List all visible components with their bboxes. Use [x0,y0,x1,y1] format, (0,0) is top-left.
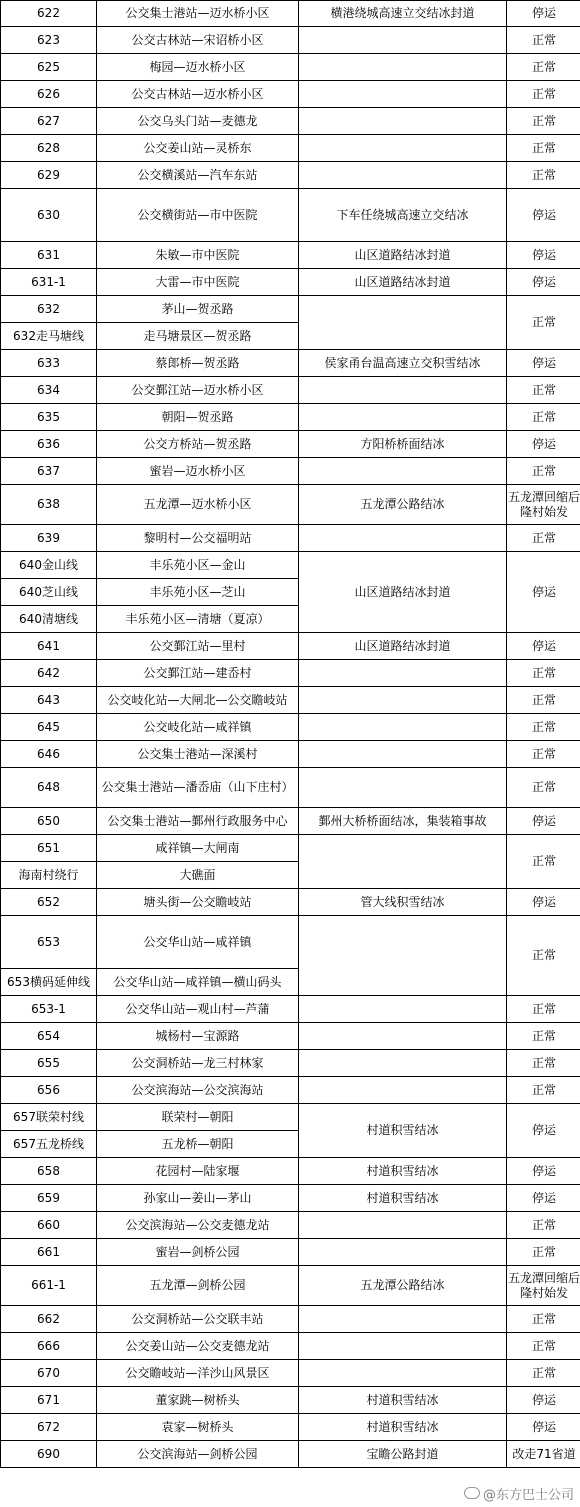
route-endpoints-cell: 公交古林站—迈水桥小区 [97,81,299,108]
route-number-cell: 655 [1,1050,97,1077]
route-number-cell: 662 [1,1306,97,1333]
road-condition-cell [299,835,507,889]
service-status-cell: 正常 [507,996,580,1023]
route-number-cell: 654 [1,1023,97,1050]
service-status-cell: 停运 [507,350,580,377]
route-endpoints-cell: 蜜岩—迈水桥小区 [97,458,299,485]
road-condition-cell [299,377,507,404]
route-endpoints-cell: 咸祥镇—大闸南 [97,835,299,862]
road-condition-cell [299,108,507,135]
route-number-cell: 653-1 [1,996,97,1023]
watermark [464,1484,574,1503]
road-condition-cell [299,996,507,1023]
table-row [1,552,580,579]
service-status-cell: 停运 [507,1104,580,1158]
route-endpoints-cell: 蔡郎桥—贺丞路 [97,350,299,377]
table-row [1,162,580,189]
route-endpoints-cell: 公交集士港站—深溪村 [97,741,299,768]
road-condition-cell [299,741,507,768]
route-number-cell: 636 [1,431,97,458]
road-condition-cell: 山区道路结冰封道 [299,633,507,660]
service-status-cell: 正常 [507,1239,580,1266]
route-number-cell: 670 [1,1360,97,1387]
route-number-cell: 660 [1,1212,97,1239]
route-number-cell: 625 [1,54,97,81]
route-number-cell: 652 [1,889,97,916]
service-status-cell: 五龙潭回缩后隆村始发 [507,1266,580,1306]
table-row [1,135,580,162]
road-condition-cell [299,458,507,485]
watermark-text: @东方巴士公司 [482,1488,574,1503]
service-status-cell: 正常 [507,1050,580,1077]
route-number-cell: 海南村绕行 [1,862,97,889]
service-status-cell: 改走71省道 [507,1441,580,1468]
table-body [1,1,580,1468]
road-condition-cell [299,1306,507,1333]
route-endpoints-cell: 公交横街站—市中医院 [97,189,299,242]
road-condition-cell: 横港绕城高速立交结冰封道 [299,1,507,27]
service-status-cell: 正常 [507,768,580,808]
route-number-cell: 659 [1,1185,97,1212]
table-row [1,808,580,835]
table-row [1,996,580,1023]
road-condition-cell [299,768,507,808]
route-number-cell: 641 [1,633,97,660]
service-status-cell: 正常 [507,81,580,108]
route-number-cell: 626 [1,81,97,108]
route-number-cell: 622 [1,1,97,27]
route-number-cell: 646 [1,741,97,768]
route-endpoints-cell: 大雷—市中医院 [97,269,299,296]
service-status-cell: 正常 [507,135,580,162]
service-status-cell: 正常 [507,27,580,54]
route-number-cell: 661 [1,1239,97,1266]
route-number-cell: 656 [1,1077,97,1104]
route-number-cell: 642 [1,660,97,687]
route-number-cell: 651 [1,835,97,862]
road-condition-cell [299,296,507,350]
route-number-cell: 690 [1,1441,97,1468]
road-condition-cell: 村道积雪结冰 [299,1104,507,1158]
table-row [1,916,580,969]
road-condition-cell [299,1212,507,1239]
table-row [1,485,580,525]
route-endpoints-cell: 袁家—树桥头 [97,1414,299,1441]
table-row [1,350,580,377]
route-endpoints-cell: 公交滨海站—公交麦德龙站 [97,1212,299,1239]
road-condition-cell: 村道积雪结冰 [299,1185,507,1212]
route-number-cell: 653 [1,916,97,969]
road-condition-cell [299,916,507,996]
table-row [1,458,580,485]
route-endpoints-cell: 公交姜山站—公交麦德龙站 [97,1333,299,1360]
road-condition-cell [299,1239,507,1266]
service-status-cell: 正常 [507,916,580,996]
road-condition-cell: 村道积雪结冰 [299,1414,507,1441]
road-condition-cell [299,714,507,741]
route-endpoints-cell: 公交集士港站—潘岙庙（山下庄村） [97,768,299,808]
route-endpoints-cell: 大礁面 [97,862,299,889]
route-endpoints-cell: 朝阳—贺丞路 [97,404,299,431]
service-status-cell: 正常 [507,687,580,714]
route-endpoints-cell: 公交姜山站—灵桥东 [97,135,299,162]
route-endpoints-cell: 公交华山站—咸祥镇—横山码头 [97,969,299,996]
route-number-cell: 635 [1,404,97,431]
route-number-cell: 657联荣村线 [1,1104,97,1131]
road-condition-cell [299,1333,507,1360]
route-endpoints-cell: 丰乐苑小区—金山 [97,552,299,579]
service-status-cell: 正常 [507,377,580,404]
route-number-cell: 632走马塘线 [1,323,97,350]
table-row [1,1158,580,1185]
route-endpoints-cell: 公交瞻岐站—洋沙山风景区 [97,1360,299,1387]
road-condition-cell: 管大线积雪结冰 [299,889,507,916]
table-row [1,27,580,54]
route-number-cell: 632 [1,296,97,323]
route-endpoints-cell: 公交古林站—宋诏桥小区 [97,27,299,54]
route-number-cell: 640清塘线 [1,606,97,633]
service-status-cell: 停运 [507,633,580,660]
route-endpoints-cell: 蜜岩—剑桥公园 [97,1239,299,1266]
service-status-cell: 正常 [507,458,580,485]
service-status-cell: 停运 [507,431,580,458]
table-row [1,1266,580,1306]
route-number-cell: 666 [1,1333,97,1360]
route-endpoints-cell: 联荣村—朝阳 [97,1104,299,1131]
table-row [1,242,580,269]
service-status-cell: 正常 [507,54,580,81]
route-number-cell: 634 [1,377,97,404]
route-endpoints-cell: 城杨村—宝源路 [97,1023,299,1050]
service-status-cell: 正常 [507,1360,580,1387]
route-endpoints-cell: 公交华山站—观山村—芦蒲 [97,996,299,1023]
table-row [1,1050,580,1077]
route-endpoints-cell: 丰乐苑小区—芝山 [97,579,299,606]
table-row [1,687,580,714]
table-row [1,660,580,687]
service-status-cell: 正常 [507,162,580,189]
route-endpoints-cell: 塘头街—公交瞻岐站 [97,889,299,916]
road-condition-cell [299,1077,507,1104]
service-status-cell: 停运 [507,1158,580,1185]
route-endpoints-cell: 孙家山—姜山—茅山 [97,1185,299,1212]
route-endpoints-cell: 公交华山站—咸祥镇 [97,916,299,969]
table-row [1,431,580,458]
weibo-icon [464,1487,480,1499]
route-number-cell: 658 [1,1158,97,1185]
table-row [1,1185,580,1212]
road-condition-cell [299,1023,507,1050]
route-number-cell: 633 [1,350,97,377]
road-condition-cell: 山区道路结冰封道 [299,269,507,296]
service-status-cell: 正常 [507,1023,580,1050]
route-number-cell: 640芝山线 [1,579,97,606]
road-condition-cell [299,81,507,108]
table-row [1,1023,580,1050]
route-number-cell: 623 [1,27,97,54]
road-condition-cell [299,135,507,162]
route-endpoints-cell: 五龙桥—朝阳 [97,1131,299,1158]
route-endpoints-cell: 梅园—迈水桥小区 [97,54,299,81]
road-condition-cell [299,27,507,54]
route-number-cell: 627 [1,108,97,135]
route-number-cell: 653横码延伸线 [1,969,97,996]
service-status-cell: 停运 [507,189,580,242]
service-status-cell: 停运 [507,808,580,835]
service-status-cell: 正常 [507,1077,580,1104]
table-row [1,768,580,808]
road-condition-cell: 村道积雪结冰 [299,1387,507,1414]
road-condition-cell [299,1360,507,1387]
route-endpoints-cell: 朱敏—市中医院 [97,242,299,269]
road-condition-cell [299,660,507,687]
route-endpoints-cell: 公交集士港站—迈水桥小区 [97,1,299,27]
road-condition-cell: 五龙潭公路结冰 [299,1266,507,1306]
service-status-cell: 停运 [507,889,580,916]
table-row [1,633,580,660]
route-endpoints-cell: 黎明村—公交福明站 [97,525,299,552]
service-status-cell: 正常 [507,1333,580,1360]
route-endpoints-cell: 五龙潭—剑桥公园 [97,1266,299,1306]
route-number-cell: 648 [1,768,97,808]
table-row [1,714,580,741]
service-status-cell: 停运 [507,1185,580,1212]
route-endpoints-cell: 公交集士港站—鄞州行政服务中心 [97,808,299,835]
road-condition-cell: 方阳桥桥面结冰 [299,431,507,458]
table-row [1,54,580,81]
table-row [1,377,580,404]
route-number-cell: 630 [1,189,97,242]
service-status-cell: 停运 [507,269,580,296]
road-condition-cell [299,54,507,81]
service-status-cell: 正常 [507,741,580,768]
route-endpoints-cell: 公交方桥站—贺丞路 [97,431,299,458]
service-status-cell: 停运 [507,242,580,269]
road-condition-cell: 五龙潭公路结冰 [299,485,507,525]
route-number-cell: 643 [1,687,97,714]
route-number-cell: 650 [1,808,97,835]
service-status-cell: 停运 [507,1414,580,1441]
road-condition-cell [299,687,507,714]
service-status-cell: 正常 [507,108,580,135]
road-condition-cell: 山区道路结冰封道 [299,242,507,269]
service-status-cell: 五龙潭回缩后隆村始发 [507,485,580,525]
route-number-cell: 672 [1,1414,97,1441]
road-condition-cell: 下车任绕城高速立交结冰 [299,189,507,242]
table-row [1,404,580,431]
table-row [1,525,580,552]
table-row [1,1387,580,1414]
service-status-cell: 停运 [507,552,580,633]
route-endpoints-cell: 公交乌头门站—麦德龙 [97,108,299,135]
route-endpoints-cell: 公交鄞江站—迈水桥小区 [97,377,299,404]
route-endpoints-cell: 董家跳—树桥头 [97,1387,299,1414]
table-row [1,1360,580,1387]
service-status-cell: 正常 [507,296,580,350]
service-status-cell: 正常 [507,660,580,687]
service-status-cell: 正常 [507,835,580,889]
table-row [1,741,580,768]
road-condition-cell: 宝瞻公路封道 [299,1441,507,1468]
route-number-cell: 631-1 [1,269,97,296]
road-condition-cell [299,1050,507,1077]
road-condition-cell: 侯家甬台温高速立交积雪结冰 [299,350,507,377]
route-number-cell: 640金山线 [1,552,97,579]
route-number-cell: 628 [1,135,97,162]
table-row [1,296,580,323]
route-endpoints-cell: 公交横溪站—汽车东站 [97,162,299,189]
road-condition-cell: 鄞州大桥桥面结冰，集装箱事故 [299,808,507,835]
table-row [1,1104,580,1131]
route-endpoints-cell: 花园村—陆家堰 [97,1158,299,1185]
route-number-cell: 638 [1,485,97,525]
table-row [1,1212,580,1239]
service-status-cell: 正常 [507,525,580,552]
service-status-cell: 停运 [507,1,580,27]
route-endpoints-cell: 公交洞桥站—龙三村林家 [97,1050,299,1077]
service-status-cell: 正常 [507,404,580,431]
route-number-cell: 661-1 [1,1266,97,1306]
service-status-cell: 正常 [507,714,580,741]
route-endpoints-cell: 公交岐化站—咸祥镇 [97,714,299,741]
route-endpoints-cell: 公交鄞江站—建岙村 [97,660,299,687]
road-condition-cell [299,404,507,431]
road-condition-cell [299,162,507,189]
road-condition-cell [299,525,507,552]
table-row [1,1414,580,1441]
route-number-cell: 631 [1,242,97,269]
table-row [1,189,580,242]
route-number-cell: 629 [1,162,97,189]
route-endpoints-cell: 公交滨海站—剑桥公园 [97,1441,299,1468]
route-endpoints-cell: 公交洞桥站—公交联丰站 [97,1306,299,1333]
table-row [1,1077,580,1104]
route-number-cell: 637 [1,458,97,485]
table-row [1,1,580,27]
road-condition-cell: 山区道路结冰封道 [299,552,507,633]
table-row [1,1306,580,1333]
route-endpoints-cell: 五龙潭—迈水桥小区 [97,485,299,525]
service-status-cell: 停运 [507,1387,580,1414]
route-endpoints-cell: 公交滨海站—公交滨海站 [97,1077,299,1104]
service-status-cell: 正常 [507,1306,580,1333]
route-number-cell: 645 [1,714,97,741]
route-number-cell: 657五龙桥线 [1,1131,97,1158]
route-endpoints-cell: 走马塘景区—贺丞路 [97,323,299,350]
route-endpoints-cell: 茅山—贺丞路 [97,296,299,323]
route-number-cell: 639 [1,525,97,552]
table-row [1,1239,580,1266]
table-row [1,108,580,135]
table-row [1,889,580,916]
table-row [1,1441,580,1468]
route-number-cell: 671 [1,1387,97,1414]
service-status-cell: 正常 [507,1212,580,1239]
route-endpoints-cell: 丰乐苑小区—清塘（夏凉） [97,606,299,633]
table-row [1,81,580,108]
table-row [1,1333,580,1360]
table-row [1,835,580,862]
table-row [1,269,580,296]
route-endpoints-cell: 公交鄞江站—里村 [97,633,299,660]
route-endpoints-cell: 公交岐化站—大闸北—公交瞻岐站 [97,687,299,714]
road-condition-cell: 村道积雪结冰 [299,1158,507,1185]
